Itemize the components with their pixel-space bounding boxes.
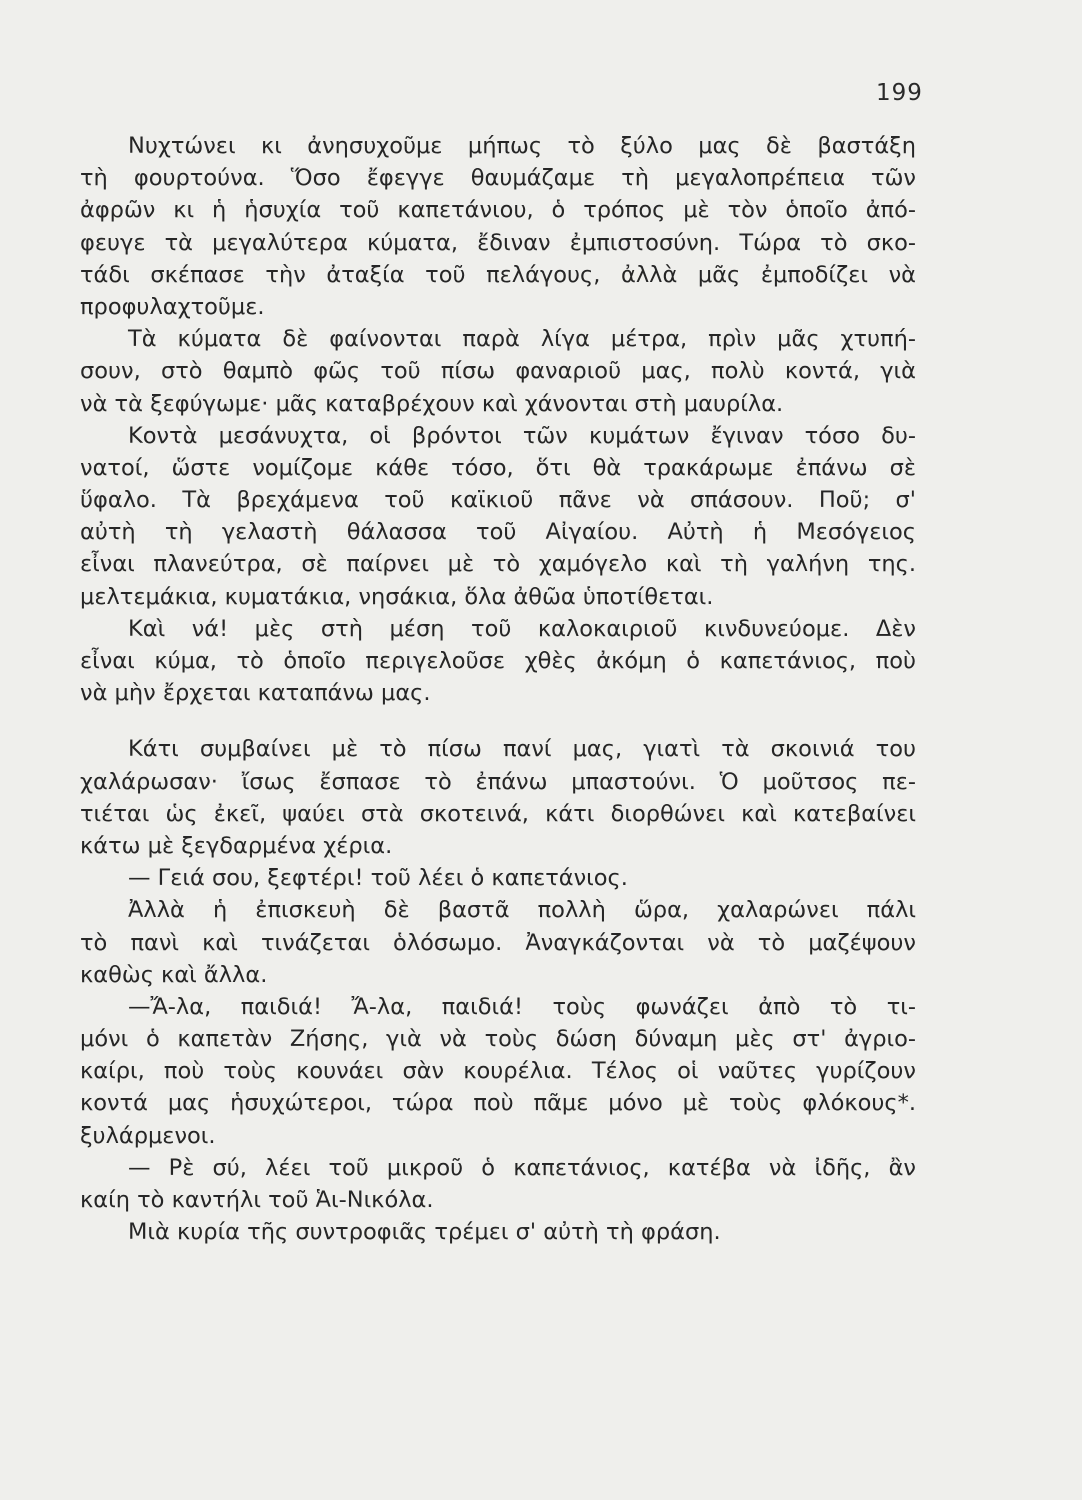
text-line: εἶναι κύμα, τὸ ὁποῖο περιγελοῦσε χθὲς ἀκόμη ὁ καπετάνιος, ποὺ (80, 648, 916, 674)
text-line: — Γειά σου, ξεφτέρι! τοῦ λέει ὁ καπετάνιος. (128, 865, 628, 892)
body-text (80, 130, 916, 1248)
text-line: Μιὰ κυρία τῆς συντροφιᾶς τρέμει σ' αὐτὴ τὴ φράση. (128, 1219, 721, 1246)
text-line: ξυλάρμενοι. (80, 1122, 216, 1149)
text-line: ὕφαλο. Τὰ βρεχάμενα τοῦ καϊκιοῦ πᾶνε νὰ σπάσουν. Ποῦ; σ' (80, 487, 916, 514)
text-line: κοντά μας ἡσυχώτεροι, τώρα ποὺ πᾶμε μόνο μὲ τοὺς φλόκους*. (80, 1090, 916, 1117)
text-line: φευγε τὰ μεγαλύτερα κύματα, ἔδιναν ἐμπιστοσύνη. Τώρα τὸ σκο- (80, 229, 916, 256)
text-line: χαλάρωσαν· ἴσως ἔσπασε τὸ ἐπάνω μπαστούνι. Ὁ μοῦτσος πε- (80, 768, 916, 795)
text-line: Καὶ νά! μὲς στὴ μέση τοῦ καλοκαιριοῦ κινδυνεύομε. Δὲν (128, 615, 916, 642)
text-line: τιέται ὡς ἐκεῖ, ψαύει στὰ σκοτεινά, κάτι διορθώνει καὶ κατεβαίνει (80, 800, 916, 827)
text-line: Ἀλλὰ ἡ ἐπισκευὴ δὲ βαστᾶ πολλὴ ὥρα, χαλαρώνει πάλι (128, 897, 916, 924)
text-line: τὴ φουρτούνα. Ὅσο ἔφεγγε θαυμάζαμε τὴ μεγαλοπρέπεια τῶν (80, 165, 916, 192)
text-line: προφυλαχτοῦμε. (80, 293, 265, 320)
text-line: μελτεμάκια, κυματάκια, νησάκια, ὅλα ἀθῶα ὑποτίθεται. (80, 583, 714, 610)
text-line: αὐτὴ τὴ γελαστὴ θάλασσα τοῦ Αἰγαίου. Αὐτὴ ἡ Μεσόγειος (80, 519, 916, 546)
text-line: ἀφρῶν κι ἡ ἡσυχία τοῦ καπετάνιου, ὁ τρόπος μὲ τὸν ὁποῖο ἀπό- (80, 197, 916, 224)
text-line: Κοντὰ μεσάνυχτα, οἱ βρόντοι τῶν κυμάτων ἔγιναν τόσο δυ- (128, 422, 916, 449)
text-line: Κάτι συμβαίνει μὲ τὸ πίσω πανί μας, γιατὶ τὰ σκοινιά του (128, 736, 916, 763)
text-line: κάτω μὲ ξεγδαρμένα χέρια. (80, 832, 393, 859)
text-line: νατοί, ὥστε νομίζομε κάθε τόσο, ὅτι θὰ τρακάρωμε ἐπάνω σὲ (80, 454, 916, 481)
text-line: — Ρὲ σύ, λέει τοῦ μικροῦ ὁ καπετάνιος, κατέβα νὰ ἰδῆς, ἂν (128, 1154, 916, 1181)
text-line: εἶναι πλανεύτρα, σὲ παίρνει μὲ τὸ χαμόγελο καὶ τὴ γαλήνη της. (80, 551, 916, 578)
page-number: 199 (876, 80, 923, 106)
text-line: καίρι, ποὺ τοὺς κουνάει σὰν κουρέλια. Τέλος οἱ ναῦτες γυρίζουν (80, 1058, 916, 1085)
text-line: Τὰ κύματα δὲ φαίνονται παρὰ λίγα μέτρα, πρὶν μᾶς χτυπή- (128, 326, 916, 353)
section-break (80, 709, 916, 733)
text-line: μόνι ὁ καπετὰν Ζήσης, γιὰ νὰ τοὺς δώση δύναμη μὲς στ' ἀγριο- (80, 1026, 916, 1053)
text-line: νὰ τὰ ξεφύγωμε· μᾶς καταβρέχουν καὶ χάνονται στὴ μαυρίλα. (80, 390, 784, 417)
text-line: —Ἄ-λα, παιδιά! Ἄ-λα, παιδιά! τοὺς φωνάζει ἀπὸ τὸ τι- (128, 993, 916, 1020)
text-line: νὰ μὴν ἔρχεται καταπάνω μας. (80, 680, 431, 707)
text-line: καθὼς καὶ ἄλλα. (80, 961, 268, 988)
text-line: καίη τὸ καντήλι τοῦ Ἁι-Νικόλα. (80, 1187, 434, 1213)
text-line: τὸ πανὶ καὶ τινάζεται ὁλόσωμο. Ἀναγκάζονται νὰ τὸ μαζέψουν (80, 929, 916, 956)
text-line: τάδι σκέπασε τὴν ἀταξία τοῦ πελάγους, ἀλλὰ μᾶς ἐμποδίζει νὰ (80, 261, 916, 288)
text-line: σουν, στὸ θαμπὸ φῶς τοῦ πίσω φαναριοῦ μας, πολὺ κοντά, γιὰ (80, 358, 916, 385)
text-line: Νυχτώνει κι ἀνησυχοῦμε μήπως τὸ ξύλο μας δὲ βαστάξη (128, 133, 916, 159)
